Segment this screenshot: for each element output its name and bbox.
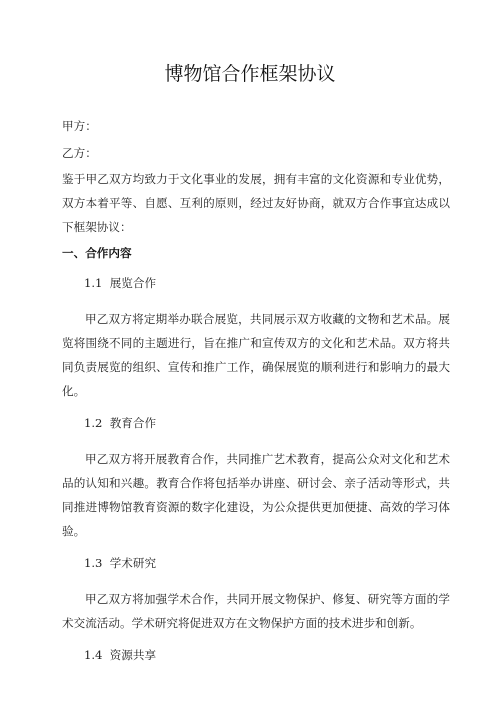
paragraph-education: 甲乙双方将开展教育合作，共同推广艺术教育，提高公众对文化和艺术品的认知和兴趣。教育合作将包括举办讲座、研讨会、亲子活动等形式，共同推进博物馆教育资源的数字化建设，为公众提供更加便捷、高效的学习体验。 bbox=[62, 452, 450, 538]
subsection-number: 1.2 bbox=[84, 416, 103, 430]
subsection-title: 学术研究 bbox=[109, 556, 157, 570]
document-title: 博物馆合作框架协议 bbox=[164, 63, 336, 85]
subsection-heading-1-4 bbox=[62, 645, 450, 665]
section-heading-cooperation: 一、合作内容 bbox=[62, 246, 132, 260]
subsection-number: 1.4 bbox=[84, 648, 103, 662]
paragraph-research: 甲乙双方将加强学术合作，共同开展文物保护、修复、研究等方面的学术交流活动。学术研究将促进双方在文物保护方面的技术进步和创新。 bbox=[62, 592, 450, 630]
document-body bbox=[62, 116, 450, 665]
party-b-label: 乙方： bbox=[62, 146, 97, 160]
subsection-number: 1.1 bbox=[84, 276, 103, 290]
subsection-heading-1-1 bbox=[62, 273, 450, 293]
subsection-heading-1-2 bbox=[62, 413, 450, 433]
party-a-label: 甲方： bbox=[62, 119, 97, 133]
subsection-title: 教育合作 bbox=[109, 416, 157, 430]
intro-paragraph: 鉴于甲乙双方均致力于文化事业的发展，拥有丰富的文化资源和专业优势，双方本着平等、自愿、互利的原则，经过友好协商，就双方合作事宜达成以下框架协议： bbox=[62, 172, 450, 234]
paragraph-exhibition: 甲乙双方将定期举办联合展览，共同展示双方收藏的文物和艺术品。展览将围绕不同的主题进行，旨在推广和宣传双方的文化和艺术品。双方将共同负责展览的组织、宣传和推广工作，确保展览的顺利进行和影响力的最大化。 bbox=[62, 312, 450, 398]
subsection-heading-1-3 bbox=[62, 553, 450, 573]
subsection-title: 资源共享 bbox=[109, 648, 157, 662]
subsection-number: 1.3 bbox=[84, 556, 103, 570]
subsection-title: 展览合作 bbox=[109, 276, 157, 290]
